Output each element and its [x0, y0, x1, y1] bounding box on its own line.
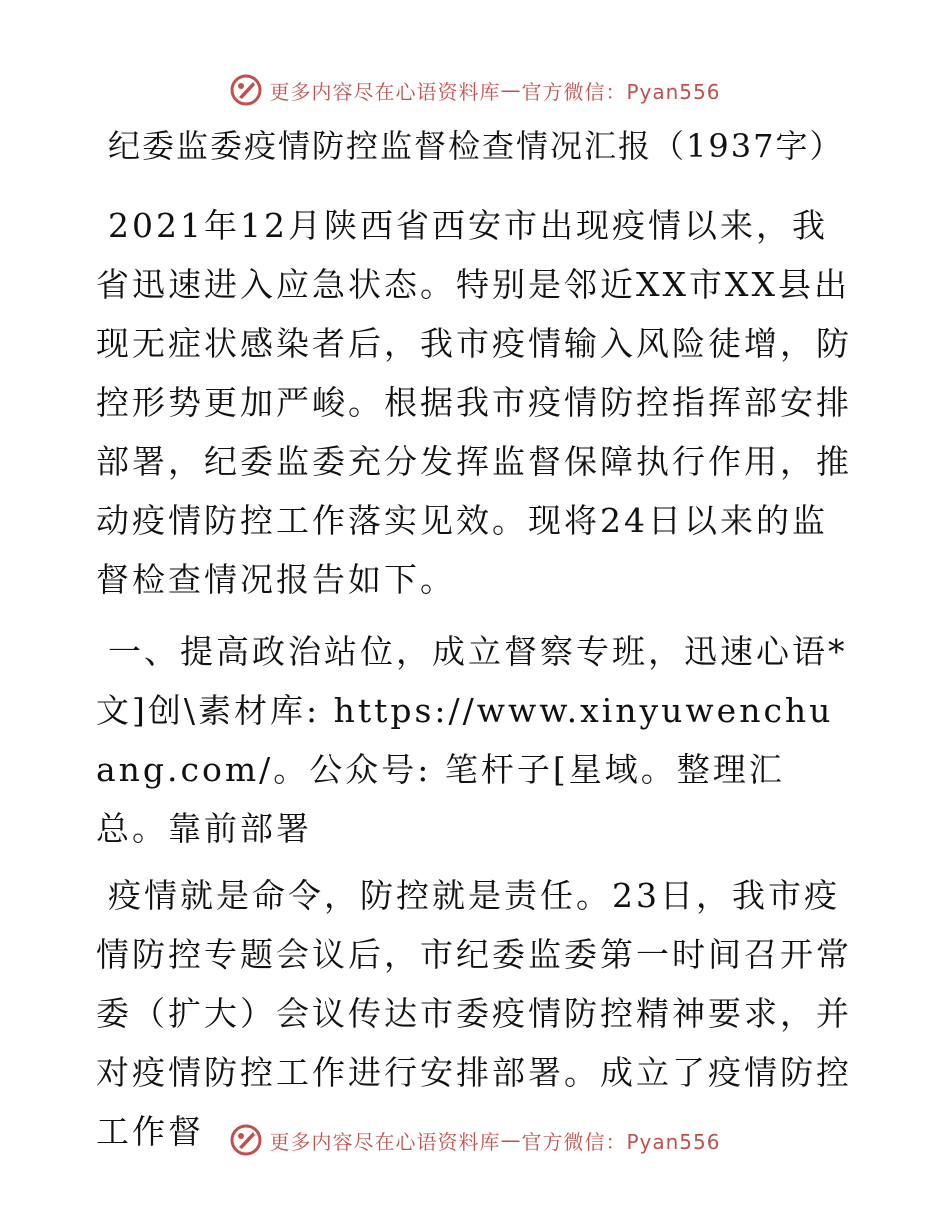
watermark-header — [0, 70, 950, 110]
paragraph-section-1-body: 疫情就是命令，防控就是责任。23日，我市疫情防控专题会议后，市纪委监委第一时间召开常委（扩大）会议传达市委疫情防控精神要求，并对疫情防控工作进行安排部署。成立了疫情防控工作督 — [96, 876, 852, 1151]
watermark-text: 更多内容尽在心语资料库 — [269, 79, 501, 104]
watermark-text: 更多内容尽在心语资料库 — [269, 1129, 501, 1154]
watermark-separator: — — [500, 78, 522, 102]
document-title: 纪委监委疫情防控监督检查情况汇报（1937字） — [108, 127, 844, 165]
watermark-wechat: 官方微信：Pyan556 — [521, 1129, 721, 1154]
watermark-separator: — — [500, 1128, 522, 1152]
quill-circle-logo-icon — [229, 73, 263, 107]
paragraph-intro: 2021年12月陕西省西安市出现疫情以来，我省迅速进入应急状态。特别是邻近XX市XX县出现无症状感染者后，我市疫情输入风险徒增，防控形势更加严峻。根据我市疫情防控指挥部安排部署，纪委监委充分发挥监督保障执行作用，推动疫情防控工作落实见效。现将24日以来的监督检查情况报告如下。 — [96, 206, 852, 599]
paragraph-section-1-heading: 一、提高政治站位，成立督察专班，迅速心语*文]创\素材库: https://www.xinyuwenchuang.com/。公众号: 笔杆子[星域。整理汇总。靠前部署 — [96, 632, 848, 848]
quill-circle-logo-icon — [229, 1123, 263, 1157]
watermark-wechat: 官方微信：Pyan556 — [521, 79, 721, 104]
watermark-footer — [0, 1120, 950, 1160]
